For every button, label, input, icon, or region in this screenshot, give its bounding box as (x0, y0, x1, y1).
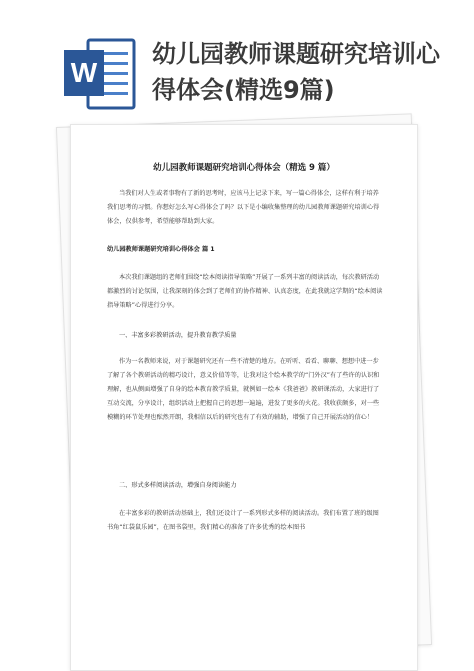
document-header-title: 幼儿园教师课题研究培训心得体会(精选9篇) (152, 40, 440, 104)
paragraph-1: 本次我们课题组的老师们围绕“绘本阅读指导策略”开展了一系列丰富的阅读活动，每次教研活动都激烈的讨论氛围，让我深刻的体会到了老师们的协作精神、认真态度，在此我就这学期的“绘本阅读指导策略”心得进行分享。 (107, 274, 383, 309)
paragraph-3: 在丰富多彩的教研活动基础上，我们还设计了一系列形式多样的阅读活动。我们布置了班的级图书角“红袋鼠乐园”，在图书袋里，我们精心的准备了许多优秀的绘本图书 (107, 510, 379, 531)
word-document-icon (62, 36, 138, 112)
subheading-1: 一、丰富多彩教研活动，提升教育教学质量 (119, 332, 237, 339)
header (0, 0, 474, 120)
page-title: 幼儿园教师课题研究培训心得体会（精选 9 篇） (153, 163, 335, 173)
document-page (70, 124, 418, 671)
subheading-2: 二、形式多样阅读活动，增强自身阅读能力 (119, 482, 237, 489)
word-icon-letter: W (70, 57, 98, 88)
intro-paragraph: 当我们对人生或者事物有了新的思考时，应该马上记录下来，写一篇心得体会，这样有利于培养我们思考的习惯。你想好怎么写心得体会了吗？以下是小编收集整理的幼儿园教师课题研究培训心得体会，仅供参考，希望能够帮助到大家。 (107, 190, 380, 225)
section-heading: 幼儿园教师课题研究培训心得体会 篇 1 (107, 246, 215, 253)
paragraph-2: 作为一名教师来说，对于课题研究还有一些不清楚的地方。在听听、看看、聊聊、想想中进一步了解了各个教研活动的精巧设计，意义价值等等，让我对这个绘本教学的“门外汉”有了些许的认识和理解，也从侧面增强了自身的绘本教育教学质量，就例如一绘本《我爸爸》教研课活动，大家进行了互动交流，分享设计，组织活动上把握自己的思想一遍遍，进发了更多的火花。我收获颇多，对一些模糊的环节处理也酝然开朗，我相信以后的研究也有了有效的辅助，增强了自己开展活动的信心！ (107, 358, 380, 421)
